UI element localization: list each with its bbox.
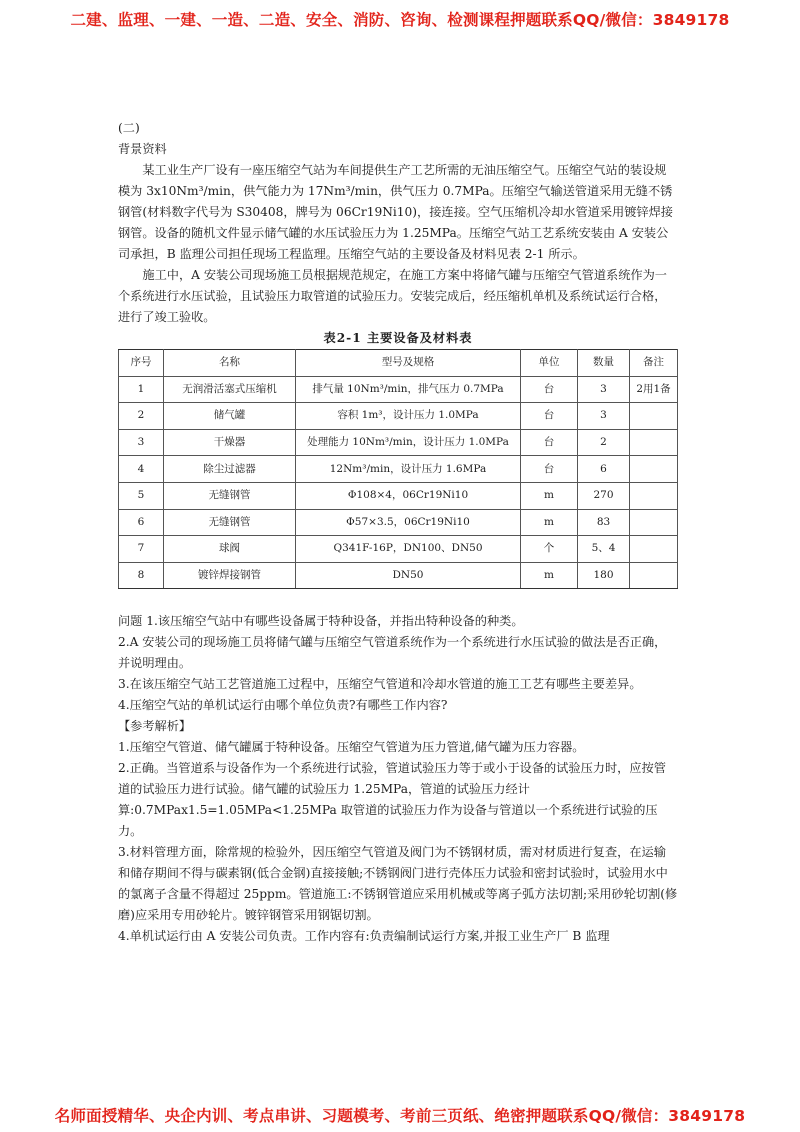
- table-cell: 个: [521, 536, 578, 563]
- background-paragraph-1: 某工业生产厂设有一座压缩空气站为车间提供生产工艺所需的无油压缩空气。压缩空气站的装设规模为 3x10Nm³/min，供气能力为 17Nm³/min，供气压力 0.7MPa。压缩空气输送管道采用无缝不锈钢管(材料数字代号为 S30408，牌号为 06Cr19Ni10)，接连接。空气压缩机冷却水管道采用镀锌焊接钢管。设备的随机文件显示储气罐的水压试验压力为 1.25MPa。压缩空气站工艺系统安装由 A 安装公司承担，B 监理公司担任现场工程监理。压缩空气站的主要设备及材料见表 2-1 所示。: [118, 163, 673, 261]
- table-cell: DN50: [296, 562, 521, 589]
- table-caption: 表2-1 主要设备及材料表: [323, 331, 473, 345]
- table-cell: [630, 429, 678, 456]
- table-cell: 台: [521, 403, 578, 430]
- table-cell: 7: [119, 536, 164, 563]
- table-cell: 无润滑活塞式压缩机: [164, 376, 296, 403]
- document-body: [118, 118, 678, 947]
- header-cell: 型号及规格: [296, 350, 521, 377]
- table-cell: 容积 1m³，设计压力 1.0MPa: [296, 403, 521, 430]
- table-cell: m: [521, 562, 578, 589]
- table-row: [119, 429, 678, 456]
- questions-section: [118, 611, 678, 716]
- table-cell: 270: [578, 482, 630, 509]
- table-cell: [630, 482, 678, 509]
- bottom-banner: 名师面授精华、央企内训、考点串讲、习题模考、考前三页纸、绝密押题联系QQ/微信：3849178: [54, 1107, 746, 1125]
- table-cell: 5、4: [578, 536, 630, 563]
- table-cell: 1: [119, 376, 164, 403]
- table-cell: 储气罐: [164, 403, 296, 430]
- table-cell: 台: [521, 456, 578, 483]
- table-header-row: [119, 350, 678, 377]
- top-banner: 二建、监理、一建、一造、二造、安全、消防、咨询、检测课程押题联系QQ/微信：3849178: [70, 11, 730, 29]
- answer-2: 2.正确。当管道系与设备作为一个系统进行试验，管道试验压力等于或小于设备的试验压力时，应按管道的试验压力进行试验。储气罐的试验压力 1.25MPa，管道的试验压力经计算:0.7MPax1.5=1.05MPa<1.25MPa 取管道的试验压力作为设备与管道以一个系统进行试验的压力。: [118, 761, 666, 839]
- question-4: 4.压缩空气站的单机试运行由哪个单位负责?有哪些工作内容?: [118, 698, 448, 713]
- table-cell: 2: [119, 403, 164, 430]
- table-cell: 3: [119, 429, 164, 456]
- table-cell: 球阀: [164, 536, 296, 563]
- background-paragraph-2: 施工中，A 安装公司现场施工员根据规范规定，在施工方案中将储气罐与压缩空气管道系统作为一个系统进行水压试验，且试验压力取管道的试验压力。安装完成后，经压缩机单机及系统试运行合格，进行了竣工验收。: [118, 268, 667, 324]
- table-cell: 4: [119, 456, 164, 483]
- table-cell: [630, 403, 678, 430]
- table-cell: 2用1备: [630, 376, 678, 403]
- table-cell: 83: [578, 509, 630, 536]
- table-cell: 5: [119, 482, 164, 509]
- table-cell: 镀锌焊接钢管: [164, 562, 296, 589]
- header-cell: 单位: [521, 350, 578, 377]
- table-cell: 无缝钢管: [164, 482, 296, 509]
- question-3: 3.在该压缩空气站工艺管道施工过程中，压缩空气管道和冷却水管道的施工工艺有哪些主要差异。: [118, 677, 642, 692]
- table-cell: 8: [119, 562, 164, 589]
- table-cell: 干燥器: [164, 429, 296, 456]
- table-cell: 3: [578, 376, 630, 403]
- header-cell: 备注: [630, 350, 678, 377]
- table-cell: [630, 562, 678, 589]
- table-cell: 2: [578, 429, 630, 456]
- section-number: (二): [118, 121, 140, 135]
- answer-1: 1.压缩空气管道、储气罐属于特种设备。压缩空气管道为压力管道,储气罐为压力容器。: [118, 740, 585, 755]
- header-cell: 序号: [119, 350, 164, 377]
- table-cell: 处理能力 10Nm³/min，设计压力 1.0MPa: [296, 429, 521, 456]
- table-cell: 除尘过滤器: [164, 456, 296, 483]
- header-cell: 数量: [578, 350, 630, 377]
- table-cell: Φ108×4，06Cr19Ni10: [296, 482, 521, 509]
- header-cell: 名称: [164, 350, 296, 377]
- answer-heading: 【参考解析】: [118, 719, 192, 734]
- answer-3: 3.材料管理方面，除常规的检验外，因压缩空气管道及阀门为不锈钢材质，需对材质进行复查，在运输和储存期间不得与碳素钢(低合金钢)直接接触;不锈钢阀门进行壳体压力试验和密封试验时，试验用水中的氯离子含量不得超过 25ppm。管道施工:不锈钢管道应采用机械或等离子弧方法切割;采用砂轮切割(修磨)应采用专用砂轮片。镀锌钢管采用钢锯切割。: [118, 845, 678, 923]
- table-row: [119, 456, 678, 483]
- table-cell: 180: [578, 562, 630, 589]
- table-cell: 台: [521, 376, 578, 403]
- table-row: [119, 536, 678, 563]
- table-cell: 6: [578, 456, 630, 483]
- table-cell: 排气量 10Nm³/min，排气压力 0.7MPa: [296, 376, 521, 403]
- table-row: [119, 482, 678, 509]
- table-cell: 无缝钢管: [164, 509, 296, 536]
- table-cell: 12Nm³/min，设计压力 1.6MPa: [296, 456, 521, 483]
- table-row: [119, 376, 678, 403]
- question-2: 2.A 安装公司的现场施工员将储气罐与压缩空气管道系统作为一个系统进行水压试验的做法是否正确，并说明理由。: [118, 635, 667, 671]
- table-row: [119, 403, 678, 430]
- equipment-table: [118, 349, 678, 589]
- table-cell: m: [521, 482, 578, 509]
- table-cell: [630, 456, 678, 483]
- table-cell: m: [521, 509, 578, 536]
- table-row: [119, 509, 678, 536]
- table-cell: Φ57×3.5，06Cr19Ni10: [296, 509, 521, 536]
- table-cell: 台: [521, 429, 578, 456]
- answer-4: 4.单机试运行由 A 安装公司负责。工作内容有:负责编制试运行方案,并报工业生产厂 B 监理: [118, 929, 610, 944]
- question-1: 问题 1.该压缩空气站中有哪些设备属于特种设备，并指出特种设备的种类。: [118, 614, 524, 629]
- table-cell: [630, 536, 678, 563]
- table-cell: [630, 509, 678, 536]
- table-cell: 6: [119, 509, 164, 536]
- table-cell: Q341F-16P，DN100、DN50: [296, 536, 521, 563]
- table-row: [119, 562, 678, 589]
- background-heading: 背景资料: [118, 142, 167, 156]
- table-cell: 3: [578, 403, 630, 430]
